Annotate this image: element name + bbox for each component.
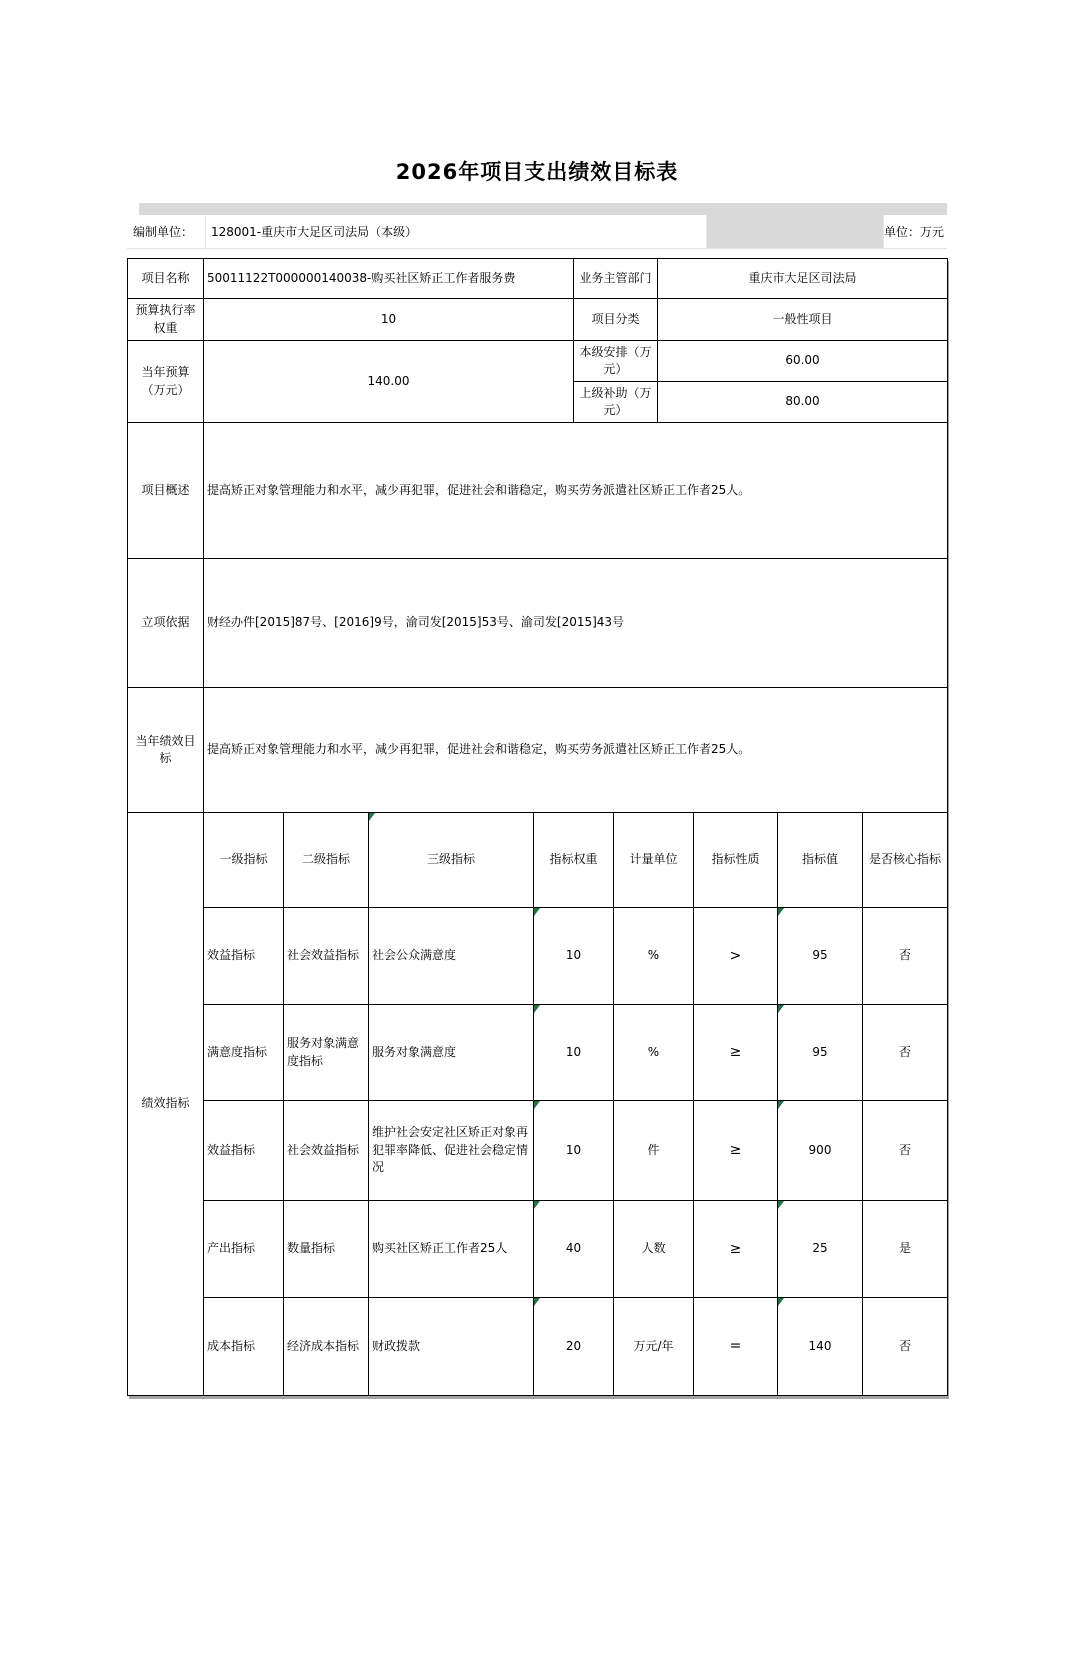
- dept-label: 业务主管部门: [574, 259, 658, 299]
- first-level-indicator: 效益指标: [204, 908, 284, 1005]
- cell-flag-icon: [778, 1201, 784, 1209]
- first-level-indicator: 满意度指标: [204, 1005, 284, 1101]
- indicator-value-cell: [778, 1298, 863, 1396]
- indicator-value-cell: [778, 1005, 863, 1101]
- indicator-nature: ≥: [694, 1005, 778, 1101]
- year-budget-label: 当年预算（万元）: [128, 341, 204, 423]
- project-info-table: [127, 258, 948, 813]
- second-level-indicator: 数量指标: [284, 1201, 369, 1298]
- prepared-by-value: 128001-重庆市大足区司法局（本级）: [206, 215, 707, 248]
- is-core-indicator: 是: [863, 1201, 948, 1298]
- indicator-row: [128, 908, 948, 1005]
- cell-flag-icon: [534, 1005, 540, 1013]
- project-name-value: 50011122T000000140038-购买社区矫正工作者服务费: [204, 259, 574, 299]
- cell-flag-icon: [534, 1298, 540, 1306]
- project-overview-label: 项目概述: [128, 423, 204, 559]
- superior-subsidy-value: 80.00: [658, 382, 948, 423]
- indicator-row: [128, 1005, 948, 1101]
- cell-flag-icon: [534, 908, 540, 916]
- superior-subsidy-label: 上级补助（万元）: [574, 382, 658, 423]
- table-row: [128, 688, 948, 813]
- indicator-row: [128, 1101, 948, 1201]
- title-block: [127, 138, 947, 203]
- project-name-label: 项目名称: [128, 259, 204, 299]
- unit-note: 单位：万元: [883, 225, 944, 239]
- indicator-row: [128, 1201, 948, 1298]
- indicator-weight: 10: [565, 1142, 582, 1157]
- year-goal-content: 提高矫正对象管理能力和水平，减少再犯罪，促进社会和谐稳定，购买劳务派遣社区矫正工作者25人。: [204, 688, 948, 813]
- is-core-indicator: 否: [863, 1101, 948, 1201]
- third-level-indicator: 财政拨款: [369, 1298, 534, 1396]
- year-budget-value: 140.00: [204, 341, 574, 423]
- page-title: 2026年项目支出绩效目标表: [395, 159, 679, 184]
- budget-exec-weight-value: 10: [204, 299, 574, 341]
- project-basis-content: 财经办件[2015]87号、[2016]9号，渝司发[2015]53号、渝司发[2015]43号: [204, 559, 948, 688]
- budget-exec-weight-label: 预算执行率权重: [128, 299, 204, 341]
- indicator-weight-cell: [534, 908, 614, 1005]
- indicator-weight: 20: [565, 1338, 582, 1353]
- first-level-indicator: 产出指标: [204, 1201, 284, 1298]
- empty-gray-cell: [707, 215, 884, 248]
- project-category-label: 项目分类: [574, 299, 658, 341]
- cell-flag-icon: [534, 1201, 540, 1209]
- indicator-value: 95: [812, 948, 828, 963]
- year-goal-label: 当年绩效目标: [128, 688, 204, 813]
- col-header-weight: 指标权重: [534, 813, 614, 908]
- indicator-value: 25: [812, 1241, 828, 1256]
- table-row: [128, 299, 948, 341]
- indicators-table: [127, 812, 948, 1396]
- table-row: [128, 423, 948, 559]
- second-level-indicator: 经济成本指标: [284, 1298, 369, 1396]
- measure-unit: 件: [614, 1101, 694, 1201]
- table-row: [128, 341, 948, 382]
- measure-unit: %: [614, 908, 694, 1005]
- third-level-indicator: 社会公众满意度: [369, 908, 534, 1005]
- third-level-indicator: 购买社区矫正工作者25人: [369, 1201, 534, 1298]
- col-header-unit: 计量单位: [614, 813, 694, 908]
- col-header-core: 是否核心指标: [863, 813, 948, 908]
- third-level-indicator: 维护社会安定社区矫正对象再犯罪率降低、促进社会稳定情况: [369, 1101, 534, 1201]
- second-level-indicator: 社会效益指标: [284, 1101, 369, 1201]
- col-header-nature: 指标性质: [694, 813, 778, 908]
- measure-unit: 万元/年: [614, 1298, 694, 1396]
- table-row: [128, 259, 948, 299]
- cell-flag-icon: [778, 908, 784, 916]
- measure-unit: %: [614, 1005, 694, 1101]
- is-core-indicator: 否: [863, 1005, 948, 1101]
- main-table-area: [127, 258, 947, 1396]
- divider-band: [139, 203, 947, 215]
- first-level-indicator: 效益指标: [204, 1101, 284, 1201]
- second-level-indicator: 社会效益指标: [284, 908, 369, 1005]
- cell-flag-icon: [778, 1298, 784, 1306]
- is-core-indicator: 否: [863, 908, 948, 1005]
- table-row: [128, 559, 948, 688]
- col-header-level2: 二级指标: [284, 813, 369, 908]
- second-level-indicator: 服务对象满意度指标: [284, 1005, 369, 1101]
- indicator-value: 140: [808, 1338, 832, 1353]
- performance-target-sheet: [127, 138, 947, 1396]
- indicator-weight-cell: [534, 1101, 614, 1201]
- is-core-indicator: 否: [863, 1298, 948, 1396]
- indicator-weight-cell: [534, 1201, 614, 1298]
- first-level-indicator: 成本指标: [204, 1298, 284, 1396]
- cell-flag-icon: [778, 1101, 784, 1109]
- prepared-by-row: [127, 215, 947, 249]
- cell-flag-icon: [778, 1005, 784, 1013]
- dept-value: 重庆市大足区司法局: [658, 259, 948, 299]
- cell-flag-icon: [534, 1101, 540, 1109]
- project-basis-label: 立项依据: [128, 559, 204, 688]
- indicator-nature: >: [694, 908, 778, 1005]
- spacer: [127, 249, 947, 258]
- measure-unit: 人数: [614, 1201, 694, 1298]
- indicator-nature: ≥: [694, 1101, 778, 1201]
- indicator-row: [128, 1298, 948, 1396]
- indicator-value: 900: [808, 1142, 832, 1157]
- col-header-level1: 一级指标: [204, 813, 284, 908]
- col-header-level3: [369, 813, 534, 908]
- indicator-weight: 10: [565, 1044, 582, 1059]
- indicator-weight: 40: [565, 1241, 582, 1256]
- indicator-value-cell: [778, 908, 863, 1005]
- prepared-by-label: 编制单位：: [127, 215, 206, 248]
- indicator-nature: =: [694, 1298, 778, 1396]
- performance-section-label: 绩效指标: [128, 813, 204, 1396]
- indicator-weight-cell: [534, 1005, 614, 1101]
- indicator-weight-cell: [534, 1298, 614, 1396]
- local-arrangement-label: 本级安排（万元）: [574, 341, 658, 382]
- indicator-weight: 10: [565, 948, 582, 963]
- project-category-value: 一般性项目: [658, 299, 948, 341]
- indicator-value-cell: [778, 1201, 863, 1298]
- indicator-nature: ≥: [694, 1201, 778, 1298]
- col-header-value: 指标值: [778, 813, 863, 908]
- local-arrangement-value: 60.00: [658, 341, 948, 382]
- cell-flag-icon: [369, 813, 375, 821]
- project-overview-content: 提高矫正对象管理能力和水平，减少再犯罪，促进社会和谐稳定，购买劳务派遣社区矫正工作者25人。: [204, 423, 948, 559]
- indicators-header-row: [128, 813, 948, 908]
- third-level-indicator: 服务对象满意度: [369, 1005, 534, 1101]
- indicator-value-cell: [778, 1101, 863, 1201]
- indicator-value: 95: [812, 1044, 828, 1059]
- col-header-level3-text: 三级指标: [426, 852, 475, 867]
